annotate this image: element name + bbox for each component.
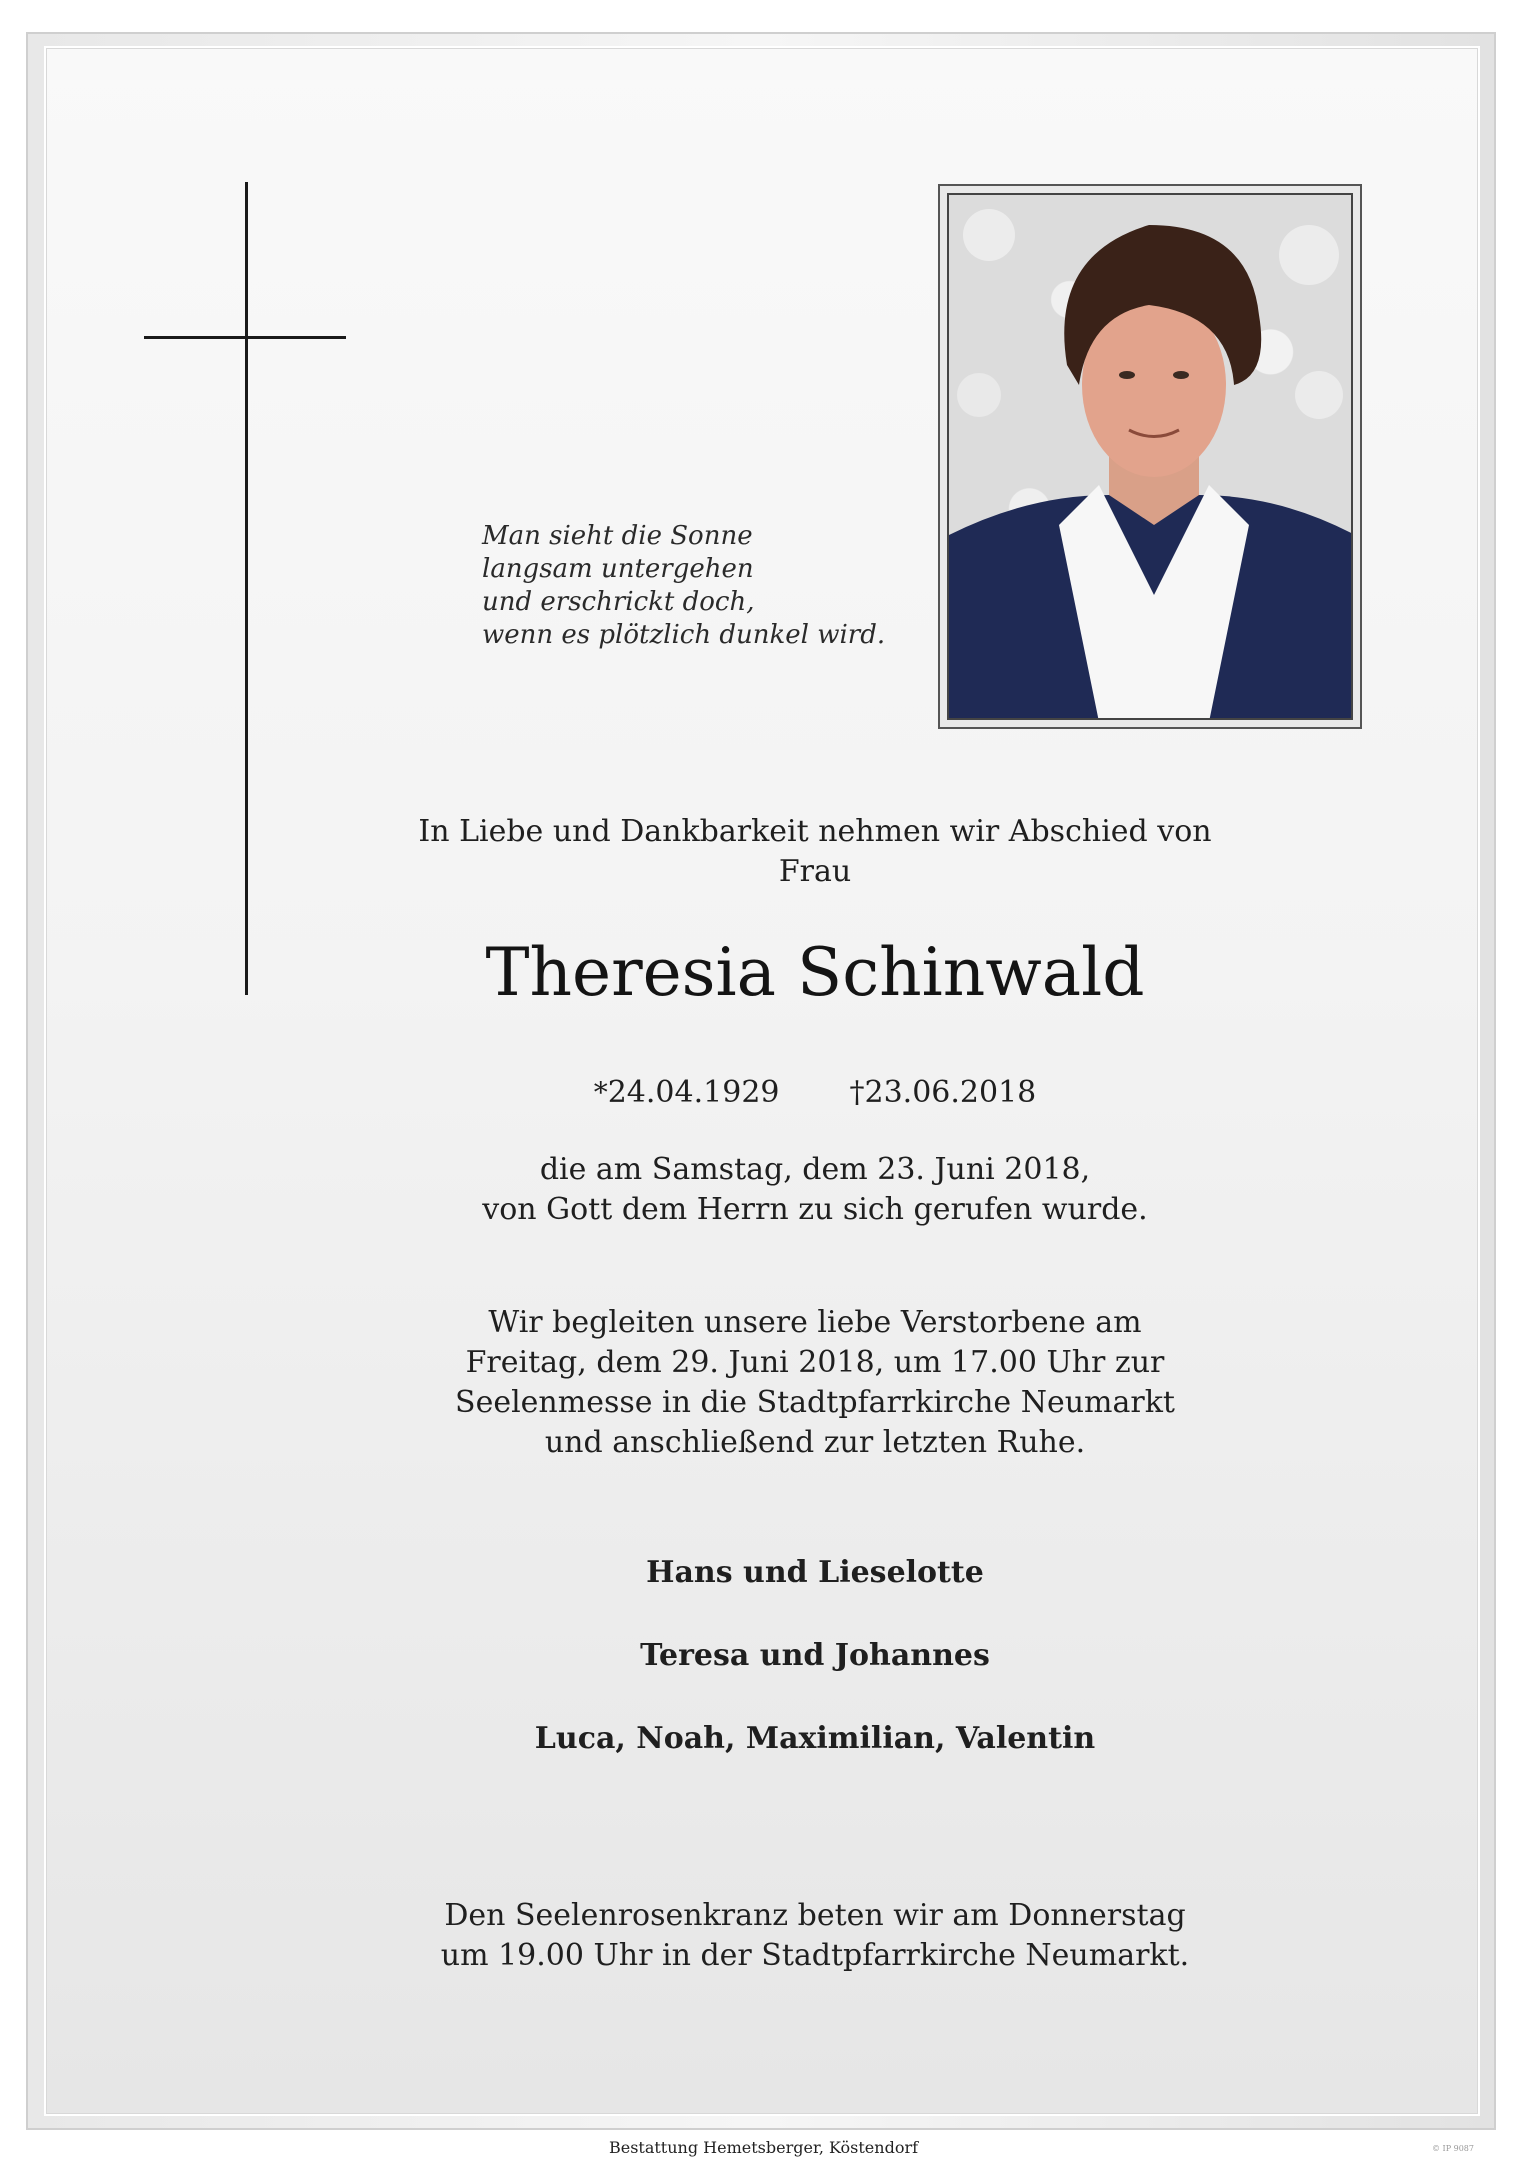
poem: [482, 520, 902, 652]
mourner-line: Hans und Lieselotte: [646, 1555, 984, 1590]
poem-line: und erschrickt doch,: [482, 587, 755, 617]
cross-icon-horizontal: [144, 336, 346, 339]
deceased-name: Theresia Schinwald: [485, 934, 1145, 1011]
service-line: Wir begleiten unsere liebe Verstorbene am: [488, 1305, 1142, 1340]
rosary-text: [380, 1896, 1250, 1976]
poem-line: langsam untergehen: [482, 554, 754, 584]
poem-line: wenn es plötzlich dunkel wird.: [482, 620, 886, 650]
intro-title: Frau: [778, 854, 852, 889]
death-date: 23.06.2018: [864, 1075, 1037, 1110]
rosary-line: Den Seelenrosenkranz beten wir am Donnerstag: [444, 1898, 1186, 1933]
passing-line: von Gott dem Herrn zu sich gerufen wurde.: [482, 1192, 1148, 1227]
portrait-frame: [938, 184, 1362, 729]
service-text: [380, 1303, 1250, 1463]
intro-text: [380, 812, 1250, 892]
passing-text: [380, 1150, 1250, 1230]
death-cross-icon: †: [849, 1075, 865, 1110]
template-code: © IP 9087: [1432, 2144, 1474, 2153]
mourner-line: Teresa und Johannes: [640, 1638, 990, 1673]
mourner-line: Luca, Noah, Maximilian, Valentin: [534, 1721, 1096, 1756]
service-line: und anschließend zur letzten Ruhe.: [544, 1425, 1086, 1460]
portrait-photo: [947, 193, 1353, 720]
rosary-line: um 19.00 Uhr in der Stadtpfarrkirche Neumarkt.: [440, 1938, 1190, 1973]
birth-date-group: [594, 1073, 780, 1113]
poem-line: Man sieht die Sonne: [482, 521, 753, 551]
passing-line: die am Samstag, dem 23. Juni 2018,: [539, 1152, 1091, 1187]
service-line: Seelenmesse in die Stadtpfarrkirche Neumarkt: [455, 1385, 1175, 1420]
birth-date: 24.04.1929: [607, 1075, 780, 1110]
life-dates: [380, 1073, 1250, 1113]
portrait-figure: [949, 195, 1353, 720]
service-line: Freitag, dem 29. Juni 2018, um 17.00 Uhr zur: [465, 1345, 1165, 1380]
intro-line: In Liebe und Dankbarkeit nehmen wir Abschied von: [418, 814, 1212, 849]
undertaker-credit: Bestattung Hemetsberger, Köstendorf: [608, 2138, 919, 2157]
birth-star-icon: *: [593, 1076, 608, 1109]
cross-icon-vertical: [245, 182, 248, 995]
death-date-group: [850, 1073, 1037, 1113]
